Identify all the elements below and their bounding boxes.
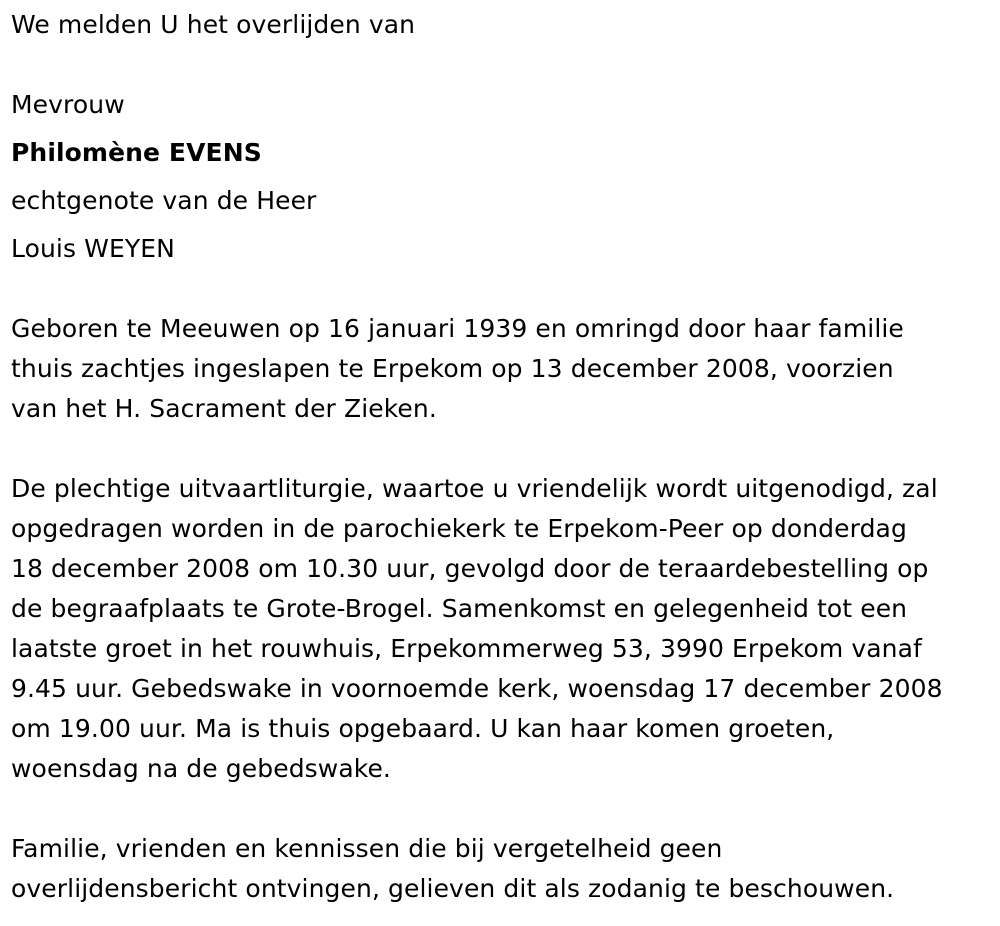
funeral-line: woensdag na de gebedswake. xyxy=(11,754,391,783)
notice-line: Familie, vrienden en kennissen die bij vergetelheid geen xyxy=(11,834,723,863)
deceased-name: Philomène EVENS xyxy=(11,138,262,167)
funeral-line: De plechtige uitvaartliturgie, waartoe u vriendelijk wordt uitgenodigd, zal xyxy=(11,474,938,503)
spouse-name: Louis WEYEN xyxy=(11,234,175,263)
funeral-line: opgedragen worden in de parochiekerk te Erpekom-Peer op donderdag xyxy=(11,514,907,543)
notice-line: overlijdensbericht ontvingen, gelieven dit als zodanig te beschouwen. xyxy=(11,874,895,903)
birth-line: Geboren te Meeuwen op 16 januari 1939 en omringd door haar familie xyxy=(11,314,904,343)
birth-line: thuis zachtjes ingeslapen te Erpekom op 13 december 2008, voorzien xyxy=(11,354,894,383)
funeral-line: om 19.00 uur. Ma is thuis opgebaard. U kan haar komen groeten, xyxy=(11,714,835,743)
relation-line: echtgenote van de Heer xyxy=(11,186,317,215)
title-line: Mevrouw xyxy=(11,90,125,119)
funeral-line: de begraafplaats te Grote-Brogel. Samenkomst en gelegenheid tot een xyxy=(11,594,908,623)
funeral-line: 9.45 uur. Gebedswake in voornoemde kerk, woensdag 17 december 2008 xyxy=(11,674,943,703)
birth-line: van het H. Sacrament der Zieken. xyxy=(11,394,437,423)
intro-line: We melden U het overlijden van xyxy=(11,10,416,39)
funeral-line: laatste groet in het rouwhuis, Erpekommerweg 53, 3990 Erpekom vanaf xyxy=(11,634,922,663)
funeral-line: 18 december 2008 om 10.30 uur, gevolgd door de teraardebestelling op xyxy=(11,554,929,583)
